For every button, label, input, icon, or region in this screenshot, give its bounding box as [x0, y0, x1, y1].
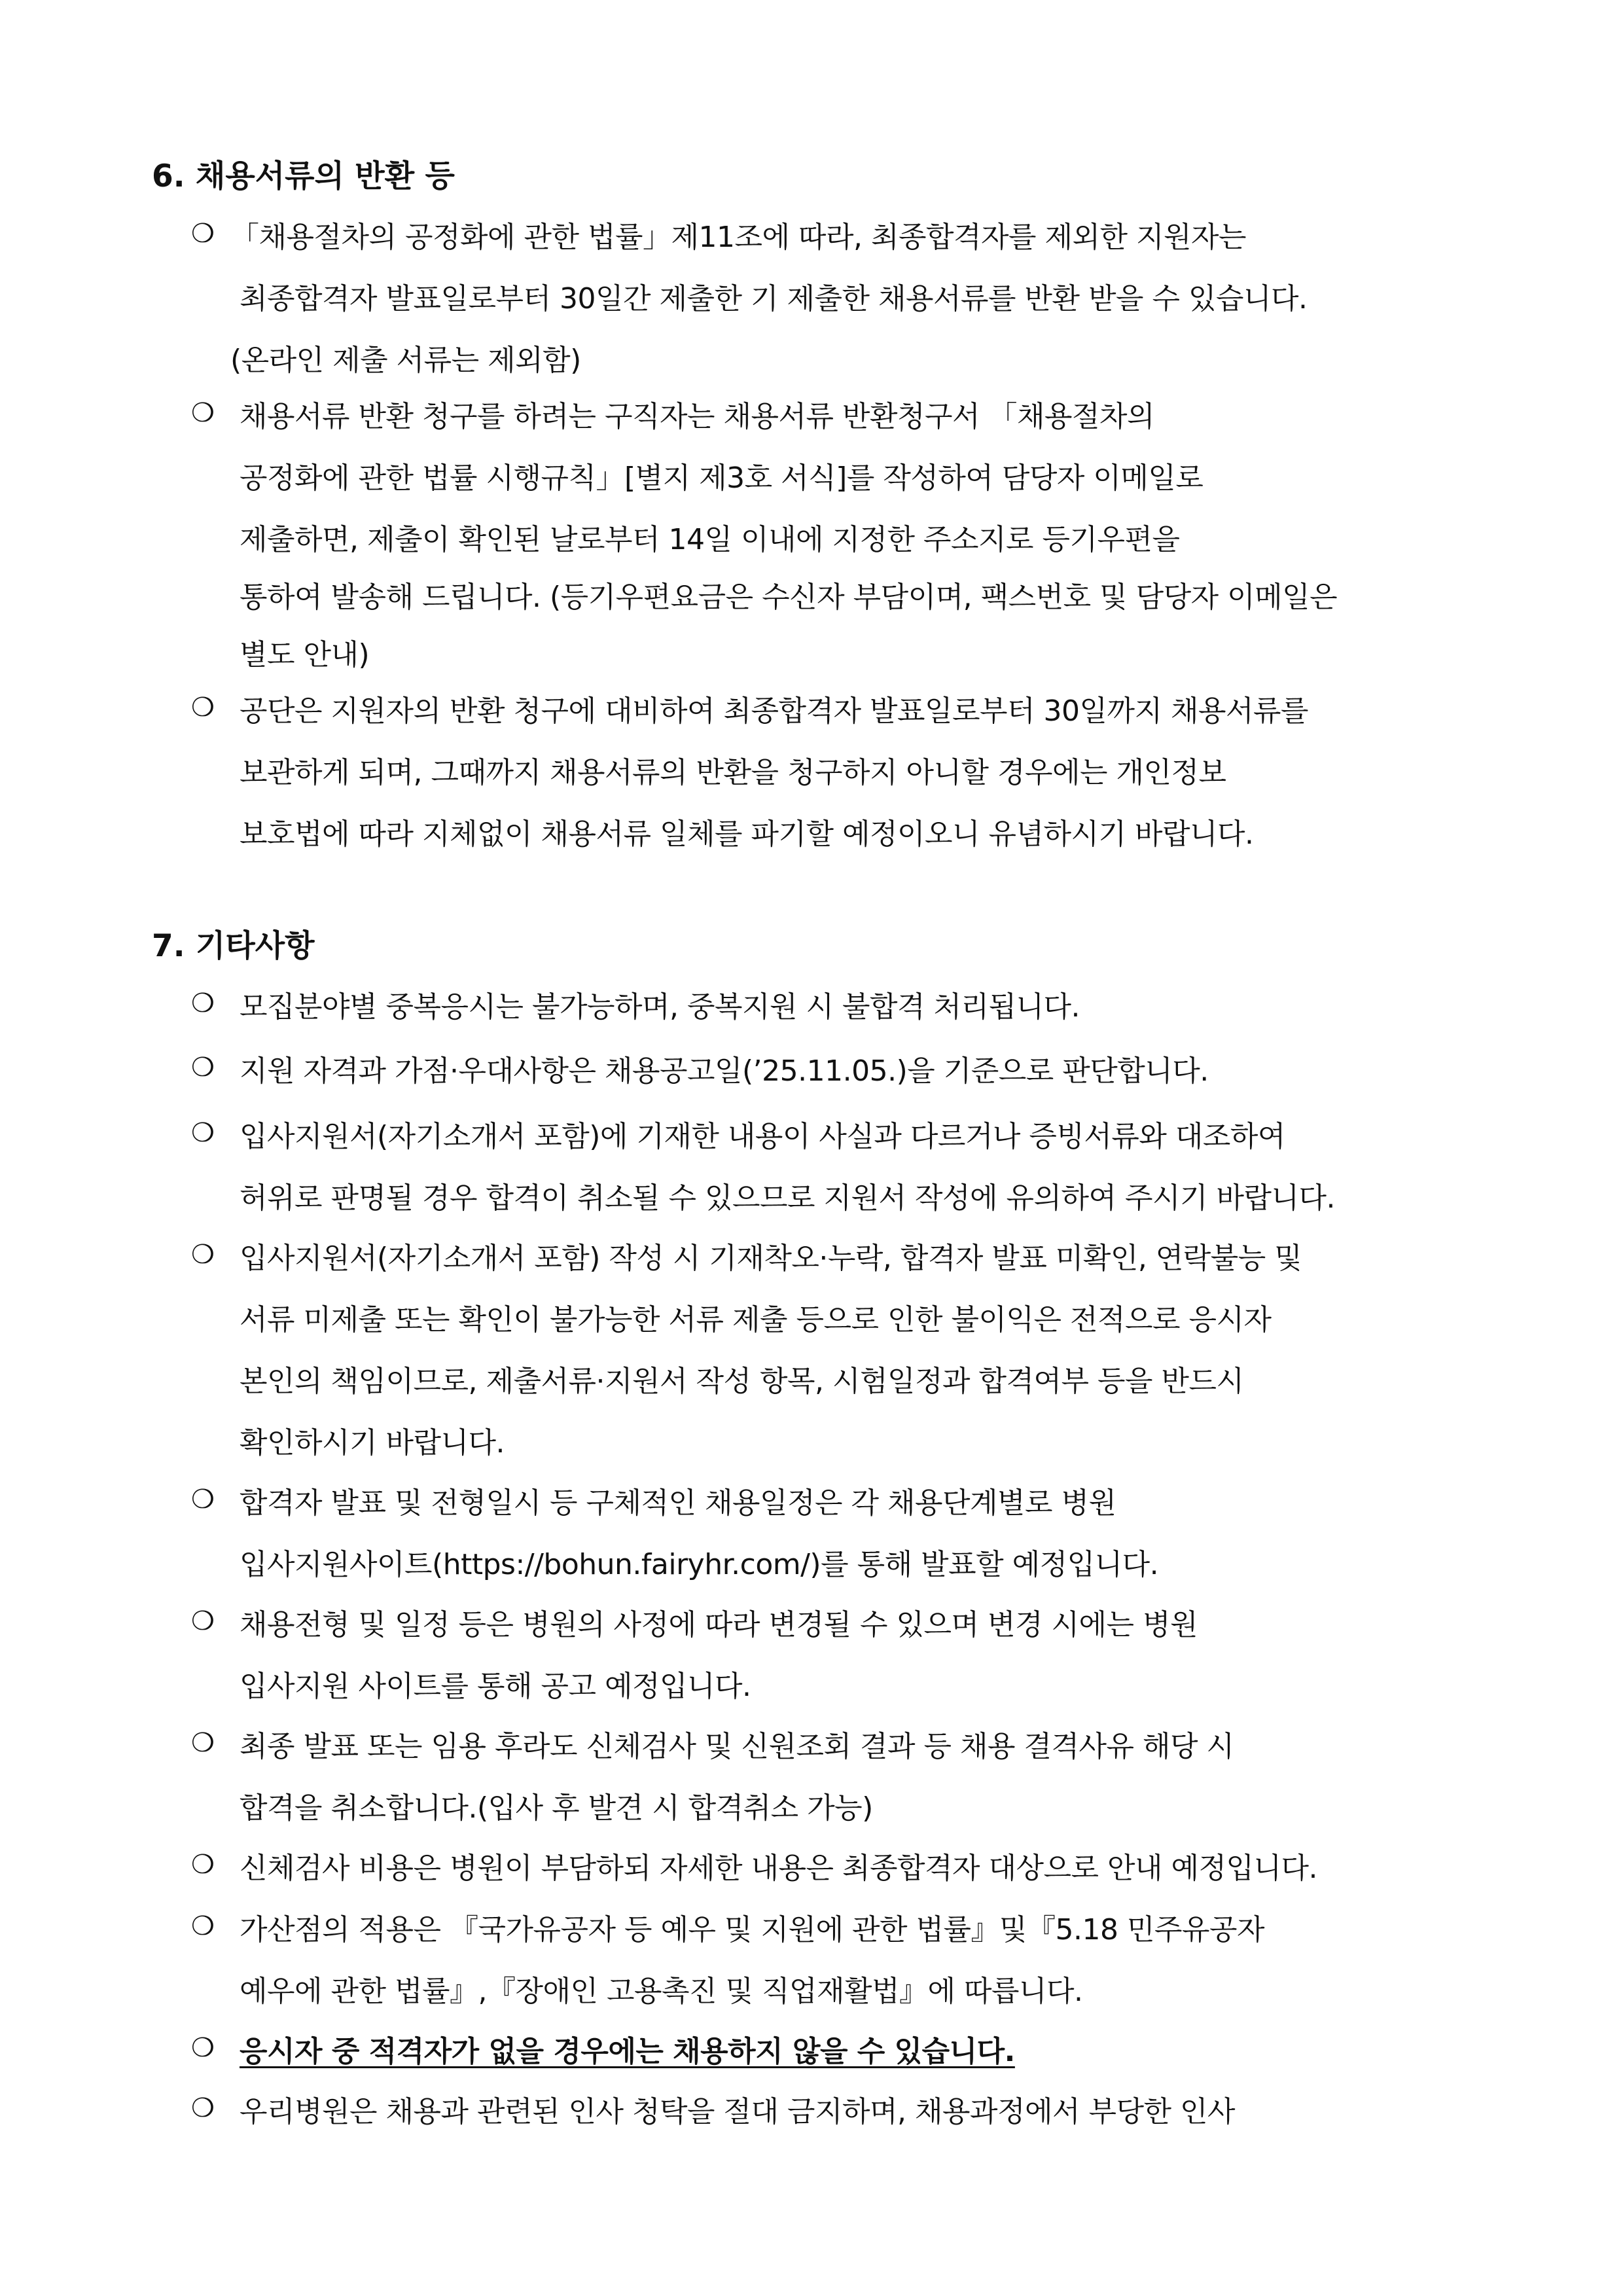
- text-line: 통하여 발송해 드립니다. (등기우편요금은 수신자 부담이며, 팩스번호 및 담당자 이메일은: [240, 581, 1338, 614]
- text-line: 「채용절차의 공정화에 관한 법률」제11조에 따라, 최종합격자를 제외한 지원자는: [230, 221, 1246, 254]
- text-line: 최종합격자 발표일로부터 30일간 제출한 기 제출한 채용서류를 반환 받을 수 있습니다.: [240, 282, 1308, 315]
- bullet-circle: ❍: [191, 2033, 215, 2063]
- text-line: 보호법에 따라 지체없이 채용서류 일체를 파기할 예정이오니 유념하시기 바랍니다.: [240, 817, 1254, 851]
- bullet-circle: ❍: [191, 1728, 215, 1758]
- text-line: 채용서류 반환 청구를 하려는 구직자는 채용서류 반환청구서 「채용절차의: [240, 400, 1155, 433]
- text-line: 허위로 판명될 경우 합격이 취소될 수 있으므로 지원서 작성에 유의하여 주시기 바랍니다.: [240, 1181, 1335, 1215]
- text-line: 최종 발표 또는 임용 후라도 신체검사 및 신원조회 결과 등 채용 결격사유 해당 시: [240, 1730, 1234, 1763]
- text-line: 입사지원 사이트를 통해 공고 예정입니다.: [240, 1670, 751, 1703]
- bullet-circle: ❍: [191, 988, 215, 1018]
- text-line: 예우에 관한 법률』,『장애인 고용촉진 및 직업재활법』에 따릅니다.: [240, 1975, 1083, 2008]
- bullet-circle: ❍: [191, 1484, 215, 1515]
- bullet-circle: ❍: [191, 1850, 215, 1880]
- text-line: 우리병원은 채용과 관련된 인사 청탁을 절대 금지하며, 채용과정에서 부당한 인사: [240, 2095, 1235, 2128]
- text-line: 보관하게 되며, 그때까지 채용서류의 반환을 청구하지 아니할 경우에는 개인정보: [240, 756, 1226, 789]
- section-7-title: 7. 기타사항: [152, 928, 315, 964]
- text-line: 합격자 발표 및 전형일시 등 구체적인 채용일정은 각 채용단계별로 병원: [240, 1486, 1116, 1520]
- text-line: 공단은 지원자의 반환 청구에 대비하여 최종합격자 발표일로부터 30일까지 채용서류를: [240, 694, 1309, 728]
- text-line: 공정화에 관한 법률 시행규칙」[별지 제3호 서식]를 작성하여 담당자 이메일로: [240, 461, 1204, 495]
- text-line: 서류 미제출 또는 확인이 불가능한 서류 제출 등으로 인한 불이익은 전적으로 응시자: [240, 1303, 1272, 1336]
- text-line: 본인의 책임이므로, 제출서류·지원서 작성 항목, 시험일정과 합격여부 등을 반드시: [240, 1365, 1244, 1398]
- text-line: 입사지원서(자기소개서 포함) 작성 시 기재착오·누락, 합격자 발표 미확인, 연락불능 및: [240, 1242, 1302, 1275]
- text-line: 입사지원서(자기소개서 포함)에 기재한 내용이 사실과 다르거나 증빙서류와 대조하여: [240, 1120, 1285, 1153]
- bullet-circle: ❍: [191, 398, 215, 428]
- bullet-circle: ❍: [191, 1240, 215, 1270]
- bullet-circle: ❍: [191, 2093, 215, 2123]
- text-line: 모집분야별 중복응시는 불가능하며, 중복지원 시 불합격 처리됩니다.: [240, 990, 1080, 1024]
- bullet-circle: ❍: [191, 219, 215, 249]
- emphasis-notice: 응시자 중 적격자가 없을 경우에는 채용하지 않을 수 있습니다.: [240, 2035, 1015, 2068]
- bullet-circle: ❍: [191, 1118, 215, 1148]
- section-6-title: 6. 채용서류의 반환 등: [152, 158, 455, 194]
- text-line: 지원 자격과 가점·우대사항은 채용공고일(’25.11.05.)을 기준으로 판단합니다.: [240, 1054, 1209, 1088]
- text-line: 입사지원사이트(https://bohun.fairyhr.com/)를 통해 발표할 예정입니다.: [240, 1548, 1159, 1581]
- text-line: 채용전형 및 일정 등은 병원의 사정에 따라 변경될 수 있으며 변경 시에는 병원: [240, 1608, 1198, 1641]
- bullet-circle: ❍: [191, 692, 215, 723]
- text-line: (온라인 제출 서류는 제외함): [230, 344, 581, 377]
- text-line: 별도 안내): [240, 638, 370, 672]
- bullet-circle: ❍: [191, 1911, 215, 1941]
- text-line: 확인하시기 바랍니다.: [240, 1426, 505, 1460]
- text-line: 합격을 취소합니다.(입사 후 발견 시 합격취소 가능): [240, 1791, 873, 1825]
- text-line: 가산점의 적용은 『국가유공자 등 예우 및 지원에 관한 법률』및『5.18 민주유공자: [240, 1913, 1264, 1946]
- bullet-circle: ❍: [191, 1052, 215, 1083]
- text-line: 제출하면, 제출이 확인된 날로부터 14일 이내에 지정한 주소지로 등기우편을: [240, 523, 1180, 556]
- text-line: 신체검사 비용은 병원이 부담하되 자세한 내용은 최종합격자 대상으로 안내 예정입니다.: [240, 1852, 1318, 1885]
- bullet-circle: ❍: [191, 1606, 215, 1636]
